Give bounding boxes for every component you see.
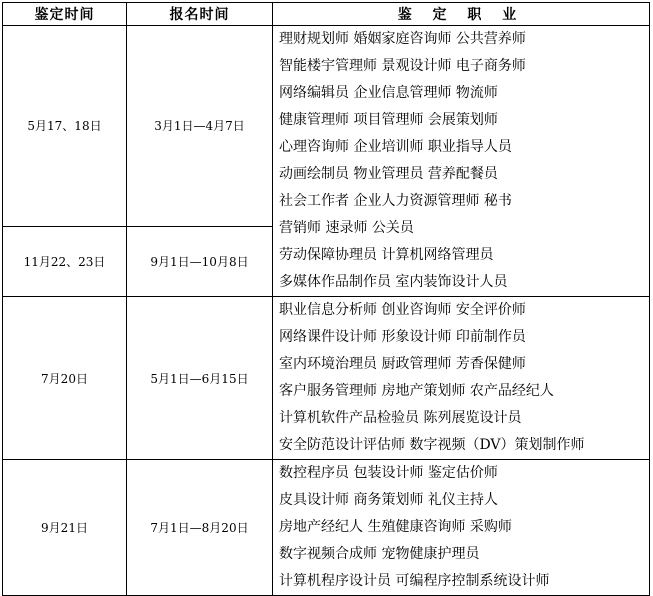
- occupation-line: 职业信息分析师 创业咨询师 安全评价师: [279, 302, 526, 318]
- occupation-line: 室内环境治理员 厨政管理师 芳香保健师: [279, 356, 526, 372]
- table-row: [3, 26, 650, 227]
- exam-date-cell: 11月22、23日: [3, 226, 127, 296]
- occupation-cell: [273, 26, 650, 297]
- occupation-line: 网络课件设计师 形象设计师 印前制作员: [279, 329, 526, 345]
- exam-date-cell: 9月21日: [3, 460, 127, 596]
- occupation-line: 营销师 速录师 公关员: [279, 220, 414, 236]
- occupation-line: 劳动保障协理员 计算机网络管理员: [279, 247, 494, 263]
- occupation-line: 数控程序员 包装设计师 鉴定估价师: [279, 465, 498, 481]
- occupation-line: 客户服务管理师 房地产策划师 农产品经纪人: [279, 383, 554, 399]
- occupation-line: 智能楼宇管理师 景观设计师 电子商务师: [279, 58, 526, 74]
- occupation-line: 健康管理师 项目管理师 会展策划师: [279, 112, 498, 128]
- occupation-line: 计算机软件产品检验员 陈列展览设计员: [279, 410, 522, 426]
- occupation-line: 数字视频合成师 宠物健康护理员: [279, 546, 480, 562]
- register-period-cell: 9月1日—10月8日: [127, 226, 273, 296]
- occupation-line: 皮具设计师 商务策划师 礼仪主持人: [279, 492, 498, 508]
- occupation-line: 动画绘制员 物业管理员 营养配餐员: [279, 166, 498, 182]
- occupation-cell: [273, 297, 650, 460]
- header-register-time: 报名时间: [127, 3, 273, 26]
- occupation-line: 理财规划师 婚姻家庭咨询师 公共营养师: [279, 31, 526, 47]
- header-occupation: 鉴 定 职 业: [273, 3, 650, 26]
- register-period-cell: 3月1日—4月7日: [127, 26, 273, 227]
- occupation-line: 安全防范设计评估师 数字视频（DV）策划制作师: [279, 437, 585, 453]
- occupation-line: 房地产经纪人 生殖健康咨询师 采购师: [279, 519, 512, 535]
- register-period-cell: 5月1日—6月15日: [127, 297, 273, 460]
- exam-date-cell: 7月20日: [3, 297, 127, 460]
- table-row: [3, 460, 650, 596]
- exam-date-cell: 5月17、18日: [3, 26, 127, 227]
- occupation-line: 社会工作者 企业人力资源管理师 秘书: [279, 193, 512, 209]
- occupation-line: 计算机程序设计员 可编程序控制系统设计师: [279, 573, 550, 589]
- register-period-cell: 7月1日—8月20日: [127, 460, 273, 596]
- header-row: [3, 3, 650, 26]
- occupation-line: 心理咨询师 企业培训师 职业指导人员: [279, 139, 512, 155]
- occupation-cell: [273, 460, 650, 596]
- header-exam-time: 鉴定时间: [3, 3, 127, 26]
- occupation-line: 多媒体作品制作员 室内装饰设计人员: [279, 274, 508, 290]
- schedule-table-wrapper: [2, 2, 650, 596]
- occupation-line: 网络编辑员 企业信息管理师 物流师: [279, 85, 498, 101]
- table-row: [3, 297, 650, 460]
- schedule-table: [2, 2, 650, 596]
